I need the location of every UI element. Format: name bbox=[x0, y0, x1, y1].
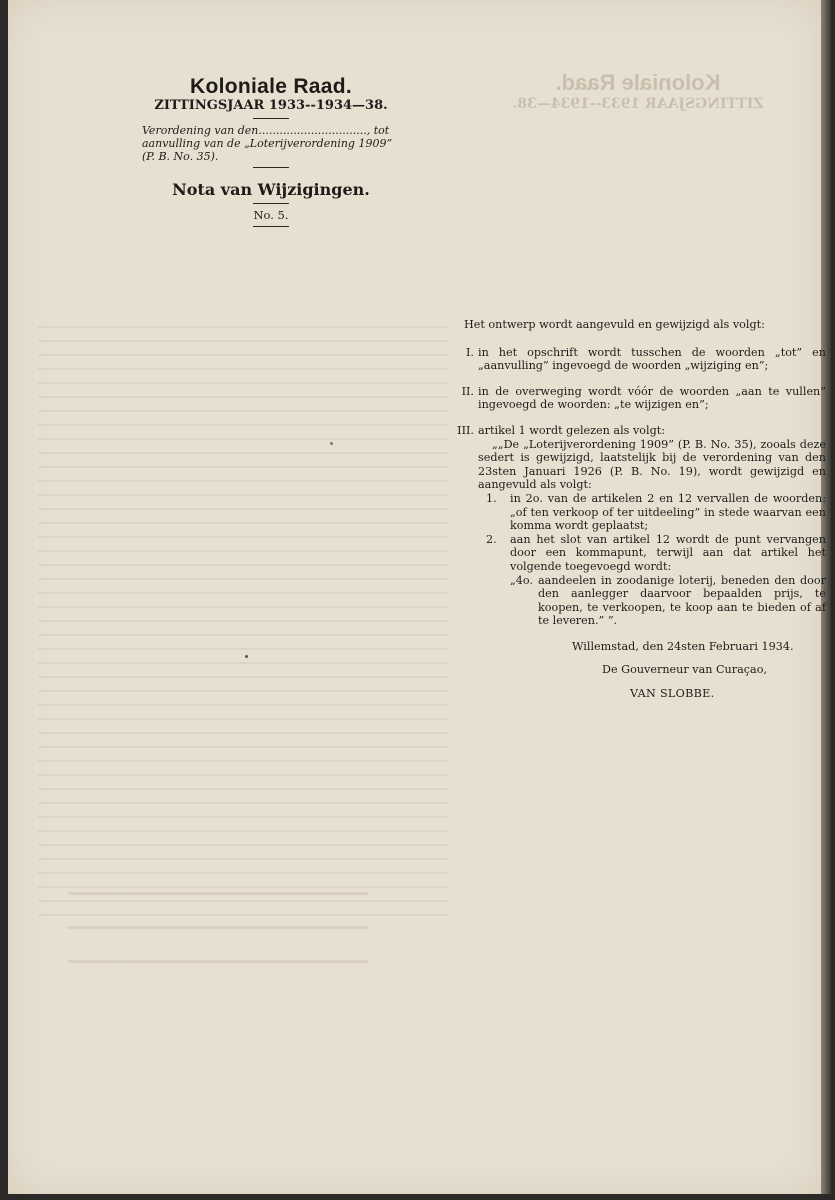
item-number: I. bbox=[466, 345, 474, 359]
ordinance-title: Verordening van den..............................., tot aanvulling van de „Loterijverordening 1909” (P. B. No. 35). bbox=[142, 124, 393, 163]
amendment-body bbox=[448, 318, 826, 701]
item-number: III. bbox=[457, 423, 474, 437]
ink-speck bbox=[330, 442, 333, 445]
show-through-text bbox=[38, 318, 448, 918]
signature-name: VAN SLOBBE. bbox=[630, 687, 715, 701]
item-number: II. bbox=[461, 384, 474, 398]
session-year: ZITTINGSJAAR 1933--1934—38. bbox=[154, 98, 388, 113]
item-text: in het opschrift wordt tusschen de woorden „tot” en „aanvulling” ingevoegd de woorden „wijziging en”; bbox=[478, 345, 826, 373]
nested-item-text: aandeelen in zoodanige loterij, beneden den door den aanlegger daarvoor bepaalden prijs, te koopen, te verkoopen, te koop aan te bieden of af te leveren.” ”. bbox=[538, 573, 826, 628]
show-through-title: Koloniale Raad. bbox=[555, 70, 721, 95]
divider bbox=[253, 167, 289, 168]
divider bbox=[253, 118, 289, 119]
amendment-item bbox=[448, 385, 826, 412]
show-through-signature bbox=[68, 870, 368, 990]
sub-item-text: in 2o. van de artikelen 2 en 12 vervallen de woorden: „of ten verkoop of ter uitdeeling” in stede waarvan een komma wordt geplaatst; bbox=[510, 491, 826, 533]
document-number: No. 5. bbox=[253, 208, 289, 222]
divider bbox=[253, 203, 289, 204]
item-text: artikel 1 wordt gelezen als volgt: bbox=[478, 423, 666, 437]
date-line: Willemstad, den 24sten Februari 1934. bbox=[572, 639, 794, 653]
amendment-item bbox=[448, 424, 826, 628]
quoted-article: „„De „Loterijverordening 1909” (P. B. No. 35), zooals deze sedert is gewijzigd, laatstelijk bij de verordening van den 23sten Januari 1926 (P. B. No. 19), wordt gewijzigd en aangevuld als volgt: bbox=[478, 437, 826, 492]
council-title: Koloniale Raad. bbox=[189, 75, 353, 98]
ink-speck bbox=[245, 655, 248, 658]
intro-line: Het ontwerp wordt aangevuld en gewijzigd als volgt: bbox=[464, 318, 765, 331]
item-text: in de overweging wordt vóór de woorden „aan te vullen” ingevoegd de woorden: „te wijzigen en”; bbox=[478, 384, 826, 412]
nested-item-number: „4o. bbox=[510, 573, 534, 587]
nested-item bbox=[510, 574, 826, 628]
document-page bbox=[8, 0, 826, 1194]
show-through-header bbox=[468, 70, 808, 112]
show-through-session: ZITTINGSJAAR 1933--1934—38. bbox=[512, 96, 764, 112]
sub-item-number: 1. bbox=[486, 491, 497, 505]
divider bbox=[253, 226, 289, 227]
sub-item-number: 2. bbox=[486, 532, 497, 546]
governor-title: De Gouverneur van Curaçao, bbox=[602, 663, 768, 677]
amendment-item bbox=[448, 346, 826, 373]
document-header bbox=[136, 76, 406, 230]
document-type: Nota van Wijzigingen. bbox=[172, 180, 370, 199]
sub-item bbox=[478, 492, 826, 533]
sub-item bbox=[478, 533, 826, 628]
sub-item-text: aan het slot van artikel 12 wordt de punt vervangen door een kommapunt, terwijl aan dat artikel het volgende toegevoegd wordt: bbox=[510, 532, 826, 573]
